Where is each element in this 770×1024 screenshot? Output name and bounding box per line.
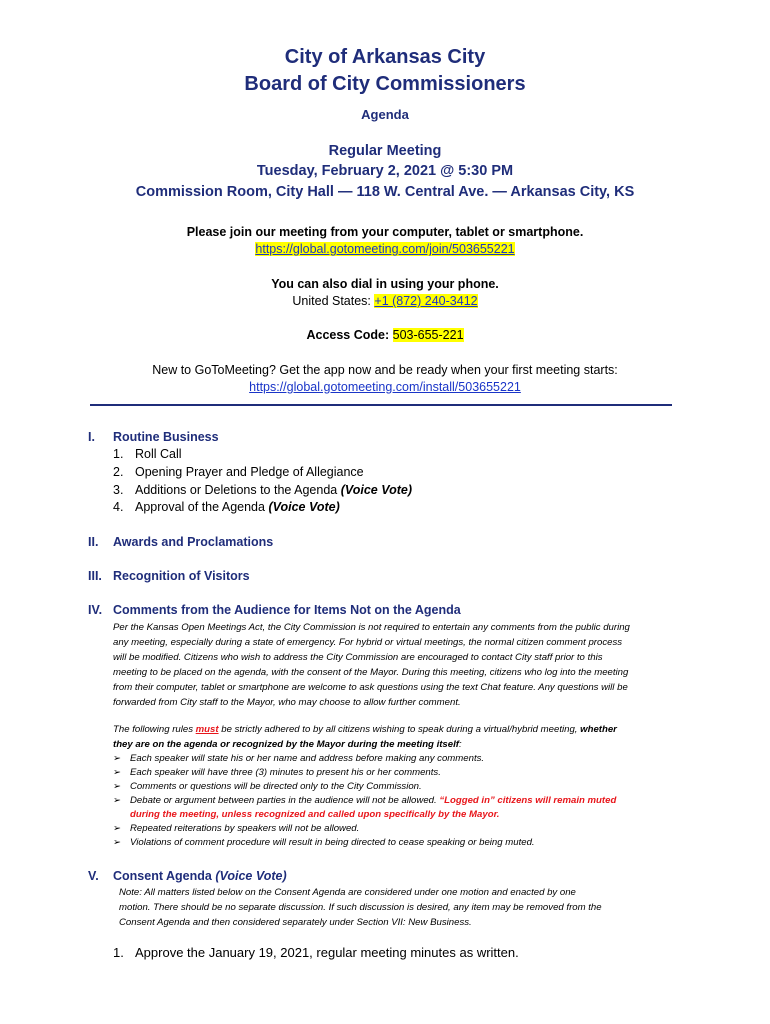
rule-bullet [113,752,484,766]
item-num: 4. [113,500,124,514]
voice-vote-tag: (Voice Vote) [340,483,413,497]
arrow-bullet-icon: ➢ [113,823,122,834]
dial-row [0,293,770,310]
join-link-row [0,241,770,258]
arrow-bullet-icon: ➢ [113,753,122,764]
section-3-num: III. [88,569,102,583]
consent-note [119,885,651,930]
section-2-heading [88,535,273,549]
note-line: motion. There should be no separate discussion. If such discussion is desired, any item may be removed from the [119,902,602,913]
meeting-place: Commission Room, City Hall — 118 W. Central Ave. — Arkansas City, KS [135,184,635,200]
item-text: Approval of the Agenda [135,500,269,514]
item-text: Additions or Deletions to the Agenda [135,483,341,497]
note-line: Consent Agenda and then considered separately under Section VII: New Business. [119,917,472,928]
paragraph-line: any meeting, especially during a state of emergency. For hybrid or virtual meetings, the normal citizen comment process [113,637,623,648]
rules-intro [113,722,683,752]
bullet-text: Repeated reiterations by speakers will not be allowed. [130,823,360,834]
arrow-bullet-icon: ➢ [113,767,122,778]
item-num: 3. [113,483,124,497]
rules-text-e: : [458,739,462,750]
rules-must: must [195,724,219,735]
join-text: Please join our meeting from your computer, tablet or smartphone. [186,225,584,239]
section-3-heading [88,569,250,583]
join-link[interactable]: https://global.gotomeeting.com/join/503655221 [255,242,515,256]
voice-vote-tag: (Voice Vote) [268,500,340,514]
rule-bullet [113,822,359,836]
arrow-bullet-icon: ➢ [113,781,122,792]
rules-text-a: The following rules [113,724,196,735]
bullet-text: Each speaker will state his or her name and address before making any comments. [130,753,485,764]
bullet-text: Each speaker will have three (3) minutes to present his or her comments. [130,767,441,778]
agenda-label: Agenda [361,107,409,122]
dial-text: You can also dial in using your phone. [271,277,499,291]
bullet-text: Violations of comment procedure will result in being directed to cease speaking or being muted. [130,837,535,848]
section-1-title: Routine Business [113,430,219,444]
access-code: 503-655-221 [392,328,464,342]
item-text: Opening Prayer and Pledge of Allegiance [135,465,364,479]
item-text: Approve the January 19, 2021, regular meeting minutes as written. [135,945,519,960]
paragraph-line: meeting to be placed on the agenda, with the consent of the Mayor. During this meeting, citizens who log into the meeting [113,667,629,678]
bullet-text: Debate or argument between parties in the audience will not be allowed. [130,795,440,806]
section-5-voice-vote: (Voice Vote) [215,869,287,883]
section-1-num: I. [88,430,95,444]
rules-text-b: be strictly adhered to by all citizens wishing to speak during a virtual/hybrid meeting, [218,724,581,735]
rule-bullet [113,780,422,794]
item-num: 2. [113,465,124,479]
item-num: 1. [113,945,124,960]
title-line-1: City of Arkansas City [284,46,486,68]
paragraph-line: from their computer, tablet or smartphone are welcome to ask questions using the text Chat feature. Any questions will be [113,682,628,693]
bullet-red-text-1: “Logged in” citizens will remain muted [439,795,617,806]
arrow-bullet-icon: ➢ [113,795,122,806]
comments-paragraph [113,620,683,710]
paragraph-line: will be modified. Citizens who wish to address the City Commission are encouraged to contact City staff prior to this [113,652,603,663]
bullet-text: Comments or questions will be directed only to the City Commission. [130,781,422,792]
list-item [113,447,182,461]
rule-bullet [113,766,441,780]
rules-text-d: they are on the agenda or recognized by the Mayor during the meeting itself [113,739,459,750]
access-label: Access Code: [306,328,393,342]
section-1-heading [88,430,219,444]
install-link[interactable]: https://global.gotomeeting.com/install/503655221 [249,380,521,394]
section-5-heading [88,869,287,883]
rules-text-c: whether [580,724,617,735]
consent-item [113,945,519,960]
section-2-num: II. [88,535,99,549]
section-3-title: Recognition of Visitors [113,569,250,583]
item-num: 1. [113,447,124,461]
meeting-date: Tuesday, February 2, 2021 @ 5:30 PM [256,163,514,179]
section-4-heading [88,603,461,617]
note-line: Note: All matters listed below on the Consent Agenda are considered under one motion and enacted by one [119,887,576,898]
list-item [113,483,412,497]
item-text: Roll Call [135,447,182,461]
arrow-bullet-icon: ➢ [113,837,122,848]
divider-rule [90,404,672,406]
meeting-type: Regular Meeting [328,143,442,159]
section-5-num: V. [88,869,99,883]
new-to-text: New to GoToMeeting? Get the app now and be ready when your first meeting starts: [152,363,618,377]
paragraph-line: forwarded from City staff to the Mayor, who may choose to allow further comment. [113,697,461,708]
rule-bullet [113,836,535,850]
dial-number-link[interactable]: +1 (872) 240-3412 [374,294,478,308]
section-4-title: Comments from the Audience for Items Not on the Agenda [113,603,461,617]
install-link-row [0,379,770,396]
title-line-2: Board of City Commissioners [244,73,526,95]
section-5-title: Consent Agenda [113,869,216,883]
access-row [0,327,770,344]
section-2-title: Awards and Proclamations [113,535,274,549]
section-4-num: IV. [88,603,103,617]
bullet-red-text-2: during the meeting, unless recognized and called upon specifically by the Mayor. [130,809,500,820]
rule-bullet [113,794,616,808]
list-item [113,500,340,514]
list-item [113,465,364,479]
dial-prefix: United States: [292,294,375,308]
paragraph-line: Per the Kansas Open Meetings Act, the City Commission is not required to entertain any comments from the public during [113,622,630,633]
